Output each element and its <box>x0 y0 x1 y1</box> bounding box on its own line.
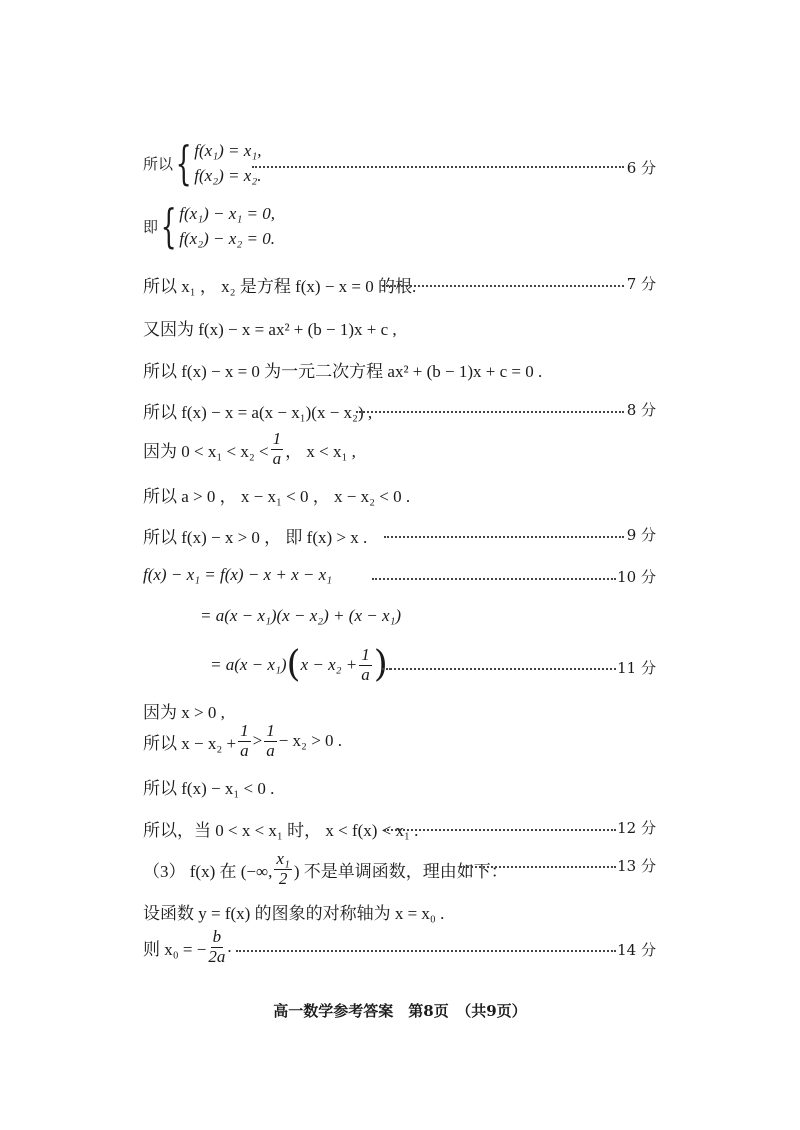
fraction-denominator: a <box>266 740 275 760</box>
dot-leader <box>252 166 624 168</box>
step-text: . <box>387 655 393 675</box>
page-footer: 高一数学参考答案 第8页 （共9页） <box>273 1002 527 1020</box>
step-text: ， x < x₁ , <box>285 441 356 461</box>
fraction-numerator: 1 <box>361 645 370 664</box>
equation: f(x₁) − x₁ = 0, <box>179 203 275 223</box>
step-text: 所以 f(x) − x > 0 ， 即 f(x) > x . <box>143 528 368 547</box>
step-text: − x₂ > 0 . <box>278 731 343 751</box>
score-mark: 7 分 <box>626 275 656 293</box>
step-text: 因为 x > 0 , <box>143 703 225 722</box>
fraction-numerator: 1 <box>240 721 249 740</box>
step-line <box>143 523 367 548</box>
score-mark: 9 分 <box>626 526 656 544</box>
step-text: > <box>252 731 263 751</box>
step-line <box>143 928 232 966</box>
score-mark: 13 分 <box>617 857 656 875</box>
dot-leader <box>382 668 616 670</box>
step-text: 所以，当 0 < x < x₁ 时， x < f(x) < x₁ . <box>143 821 419 840</box>
fraction <box>359 646 372 684</box>
step-text: 因为 0 < x₁ < x₂ < <box>143 441 269 461</box>
step-text: 所以 f(x) − x₁ < 0 . <box>143 779 275 798</box>
step-text: 所以 f(x) − x = a(x − x₁)(x − x₂) , <box>143 403 373 422</box>
step-text: ) 不是单调函数，理由如下： <box>293 861 508 881</box>
step-line <box>210 646 392 684</box>
step-text: x − x₂ + <box>300 655 358 675</box>
step-line <box>143 816 418 841</box>
left-paren: ( <box>286 644 301 686</box>
fraction <box>271 430 284 468</box>
fraction-denominator: a <box>240 740 249 760</box>
dot-leader <box>236 950 616 952</box>
step-line <box>143 315 397 340</box>
fraction-denominator: 2 <box>278 868 288 888</box>
step-text: . <box>227 937 232 957</box>
step-line <box>143 482 410 507</box>
step-line <box>143 698 225 723</box>
step-text: = a(x − x₁) <box>210 655 287 675</box>
fraction <box>208 928 225 966</box>
step-line <box>143 899 444 924</box>
score-mark: 8 分 <box>626 401 656 419</box>
step-line <box>143 430 356 468</box>
step-line <box>143 722 342 760</box>
equation: f(x₂) = x₂. <box>194 165 262 185</box>
step-line <box>143 565 332 585</box>
fraction-denominator: a <box>272 448 282 468</box>
step-text: f(x) − x₁ = f(x) − x + x − x₁ <box>143 565 333 584</box>
fraction-numerator: 1 <box>266 721 275 740</box>
step-text: 所以 a > 0 ， x − x₁ < 0 ， x − x₂ < 0 . <box>143 487 411 506</box>
dot-leader <box>382 285 624 287</box>
fraction-numerator: x₁ <box>276 849 290 868</box>
fraction-denominator: 2a <box>208 946 226 966</box>
left-brace: { <box>160 199 177 253</box>
step-line <box>143 774 274 799</box>
score-mark: 11 分 <box>617 659 656 677</box>
step-text: （3） f(x) 在 (−∞, <box>143 861 273 881</box>
right-paren: ) <box>373 644 388 686</box>
equation: f(x₂) − x₂ = 0. <box>179 228 275 248</box>
step-line <box>143 398 372 423</box>
step-system-1 <box>143 136 262 190</box>
step-line <box>143 272 416 297</box>
score-mark: 10 分 <box>617 568 656 586</box>
fraction-numerator: b <box>212 927 222 946</box>
dot-leader <box>384 536 624 538</box>
step-text: 所以 x − x₂ + <box>143 733 237 753</box>
step-line <box>143 850 508 888</box>
step-text: 又因为 f(x) − x = ax² + (b − 1)x + c , <box>143 320 397 339</box>
step-text: 设函数 y = f(x) 的图象的对称轴为 x = x₀ . <box>143 904 445 923</box>
left-brace: { <box>175 136 192 190</box>
score-mark: 6 分 <box>626 159 656 177</box>
dot-leader <box>372 578 616 580</box>
dot-leader <box>460 866 616 868</box>
step-text: 所以 f(x) − x = 0 为一元二次方程 ax² + (b − 1)x + c = 0 . <box>143 362 543 381</box>
step-line <box>200 606 401 626</box>
fraction <box>274 850 291 888</box>
step-line <box>143 357 542 382</box>
dot-leader <box>384 829 616 831</box>
fraction <box>264 722 277 760</box>
step-text: 所以 x₁ ， x₂ 是方程 f(x) − x = 0 的根. <box>143 277 417 296</box>
prefix-text: 所以 <box>143 154 174 173</box>
score-mark: 14 分 <box>617 941 656 959</box>
equation-system <box>194 141 261 186</box>
prefix-text: 即 <box>143 217 159 236</box>
fraction <box>238 722 251 760</box>
equation: f(x₁) = x₁, <box>194 140 262 160</box>
equation-system <box>179 204 275 249</box>
step-text: 则 x₀ = − <box>143 939 207 959</box>
dot-leader <box>356 411 624 413</box>
fraction-numerator: 1 <box>272 429 282 448</box>
score-mark: 12 分 <box>617 819 656 837</box>
fraction-denominator: a <box>361 664 370 684</box>
step-system-2 <box>143 199 275 253</box>
step-text: = a(x − x₁)(x − x₂) + (x − x₁) <box>200 606 402 625</box>
